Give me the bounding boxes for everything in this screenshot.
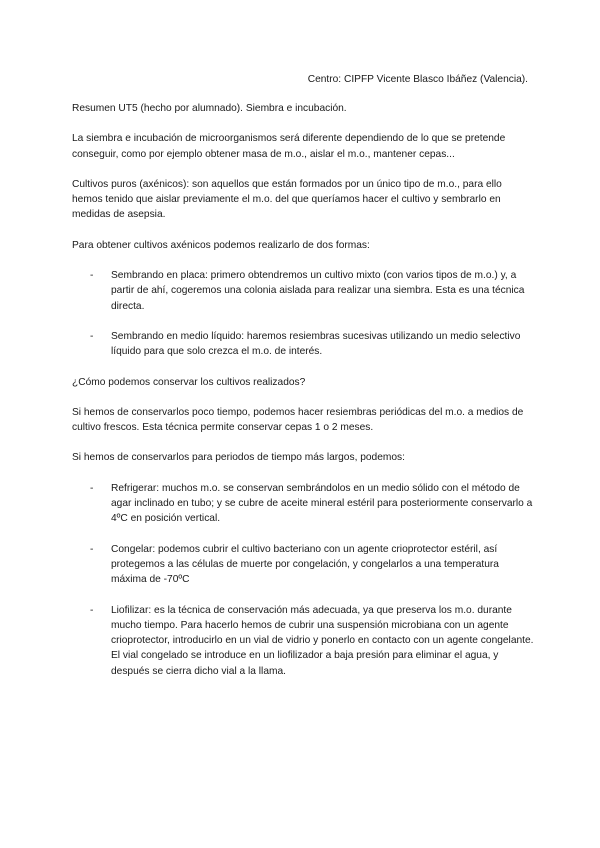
cultivos-puros-paragraph: Cultivos puros (axénicos): son aquellos que están formados por un único tipo de m.o., para ello hemos tenido que aislar previamente el m.o. del que queríamos hacer el cultivo y sembrarlo en medidas de asepsia. <box>72 178 502 221</box>
list-item-text: Congelar: podemos cubrir el cultivo bacteriano con un agente crioprotector estéril, así protegemos a las células de muerte por congelación, y congelarlos a una temperatura máxima de -70ºC <box>111 543 499 586</box>
bullet-dash: - <box>90 543 94 555</box>
list-item <box>90 603 534 679</box>
bullet-dash: - <box>90 270 94 282</box>
document-body <box>72 101 534 694</box>
formas-list <box>72 268 534 359</box>
formas-intro-paragraph: Para obtener cultivos axénicos podemos realizarlo de dos formas: <box>72 239 370 251</box>
intro-paragraph: La siembra e incubación de microorganismos será diferente dependiendo de lo que se pretende conseguir, como por ejemplo obtener masa de m.o., aislar el m.o., mantener cepas... <box>72 133 506 160</box>
list-item <box>90 542 534 588</box>
document-title: Resumen UT5 (hecho por alumnado). Siembra e incubación. <box>72 103 347 114</box>
list-item <box>90 329 534 360</box>
poco-tiempo-paragraph: Si hemos de conservarlos poco tiempo, podemos hacer resiembras periódicas del m.o. a medios de cultivo frescos. Esta técnica permite conservar cepas 1 o 2 meses. <box>72 406 524 434</box>
conservar-question: ¿Cómo podemos conservar los cultivos realizados? <box>72 376 306 388</box>
bullet-dash: - <box>90 330 94 342</box>
list-item-text: Refrigerar: muchos m.o. se conservan sembrándolos en un medio sólido con el método de agar inclinado en tubo; y se cubre de aceite mineral estéril para posteriormente conservarlo a 4ºC en posición vertical. <box>111 482 533 525</box>
bullet-dash: - <box>90 604 94 616</box>
bullet-dash: - <box>90 482 94 494</box>
metodos-list <box>72 481 534 679</box>
header-centro: Centro: CIPFP Vicente Blasco Ibáñez (Valencia). <box>307 74 528 85</box>
list-item-text: Sembrando en medio líquido: haremos resiembras sucesivas utilizando un medio selectivo líquido para que solo crezca el m.o. de interés. <box>111 330 521 358</box>
list-item-text: Sembrando en placa: primero obtendremos un cultivo mixto (con varios tipos de m.o.) y, a partir de ahí, cogeremos una colonia aislada para realizar una siembra. Esta es una técnica directa. <box>111 270 525 312</box>
list-item <box>90 268 534 314</box>
list-item-text: Liofilizar: es la técnica de conservación más adecuada, ya que preserva los m.o. durante mucho tiempo. Para hacerlo hemos de cubrir una suspensión microbiana con un agente crioprotector, introducirlo en un vial de vidrio y ponerlo en contacto con un agente congelante. El vial congelado se introduce en un liofilizador a baja presión para eliminar el agua, y después se cierra dicho vial a la llama. <box>111 604 534 677</box>
largo-plazo-intro: Si hemos de conservarlos para periodos de tiempo más largos, podemos: <box>72 452 405 464</box>
list-item <box>90 481 534 527</box>
